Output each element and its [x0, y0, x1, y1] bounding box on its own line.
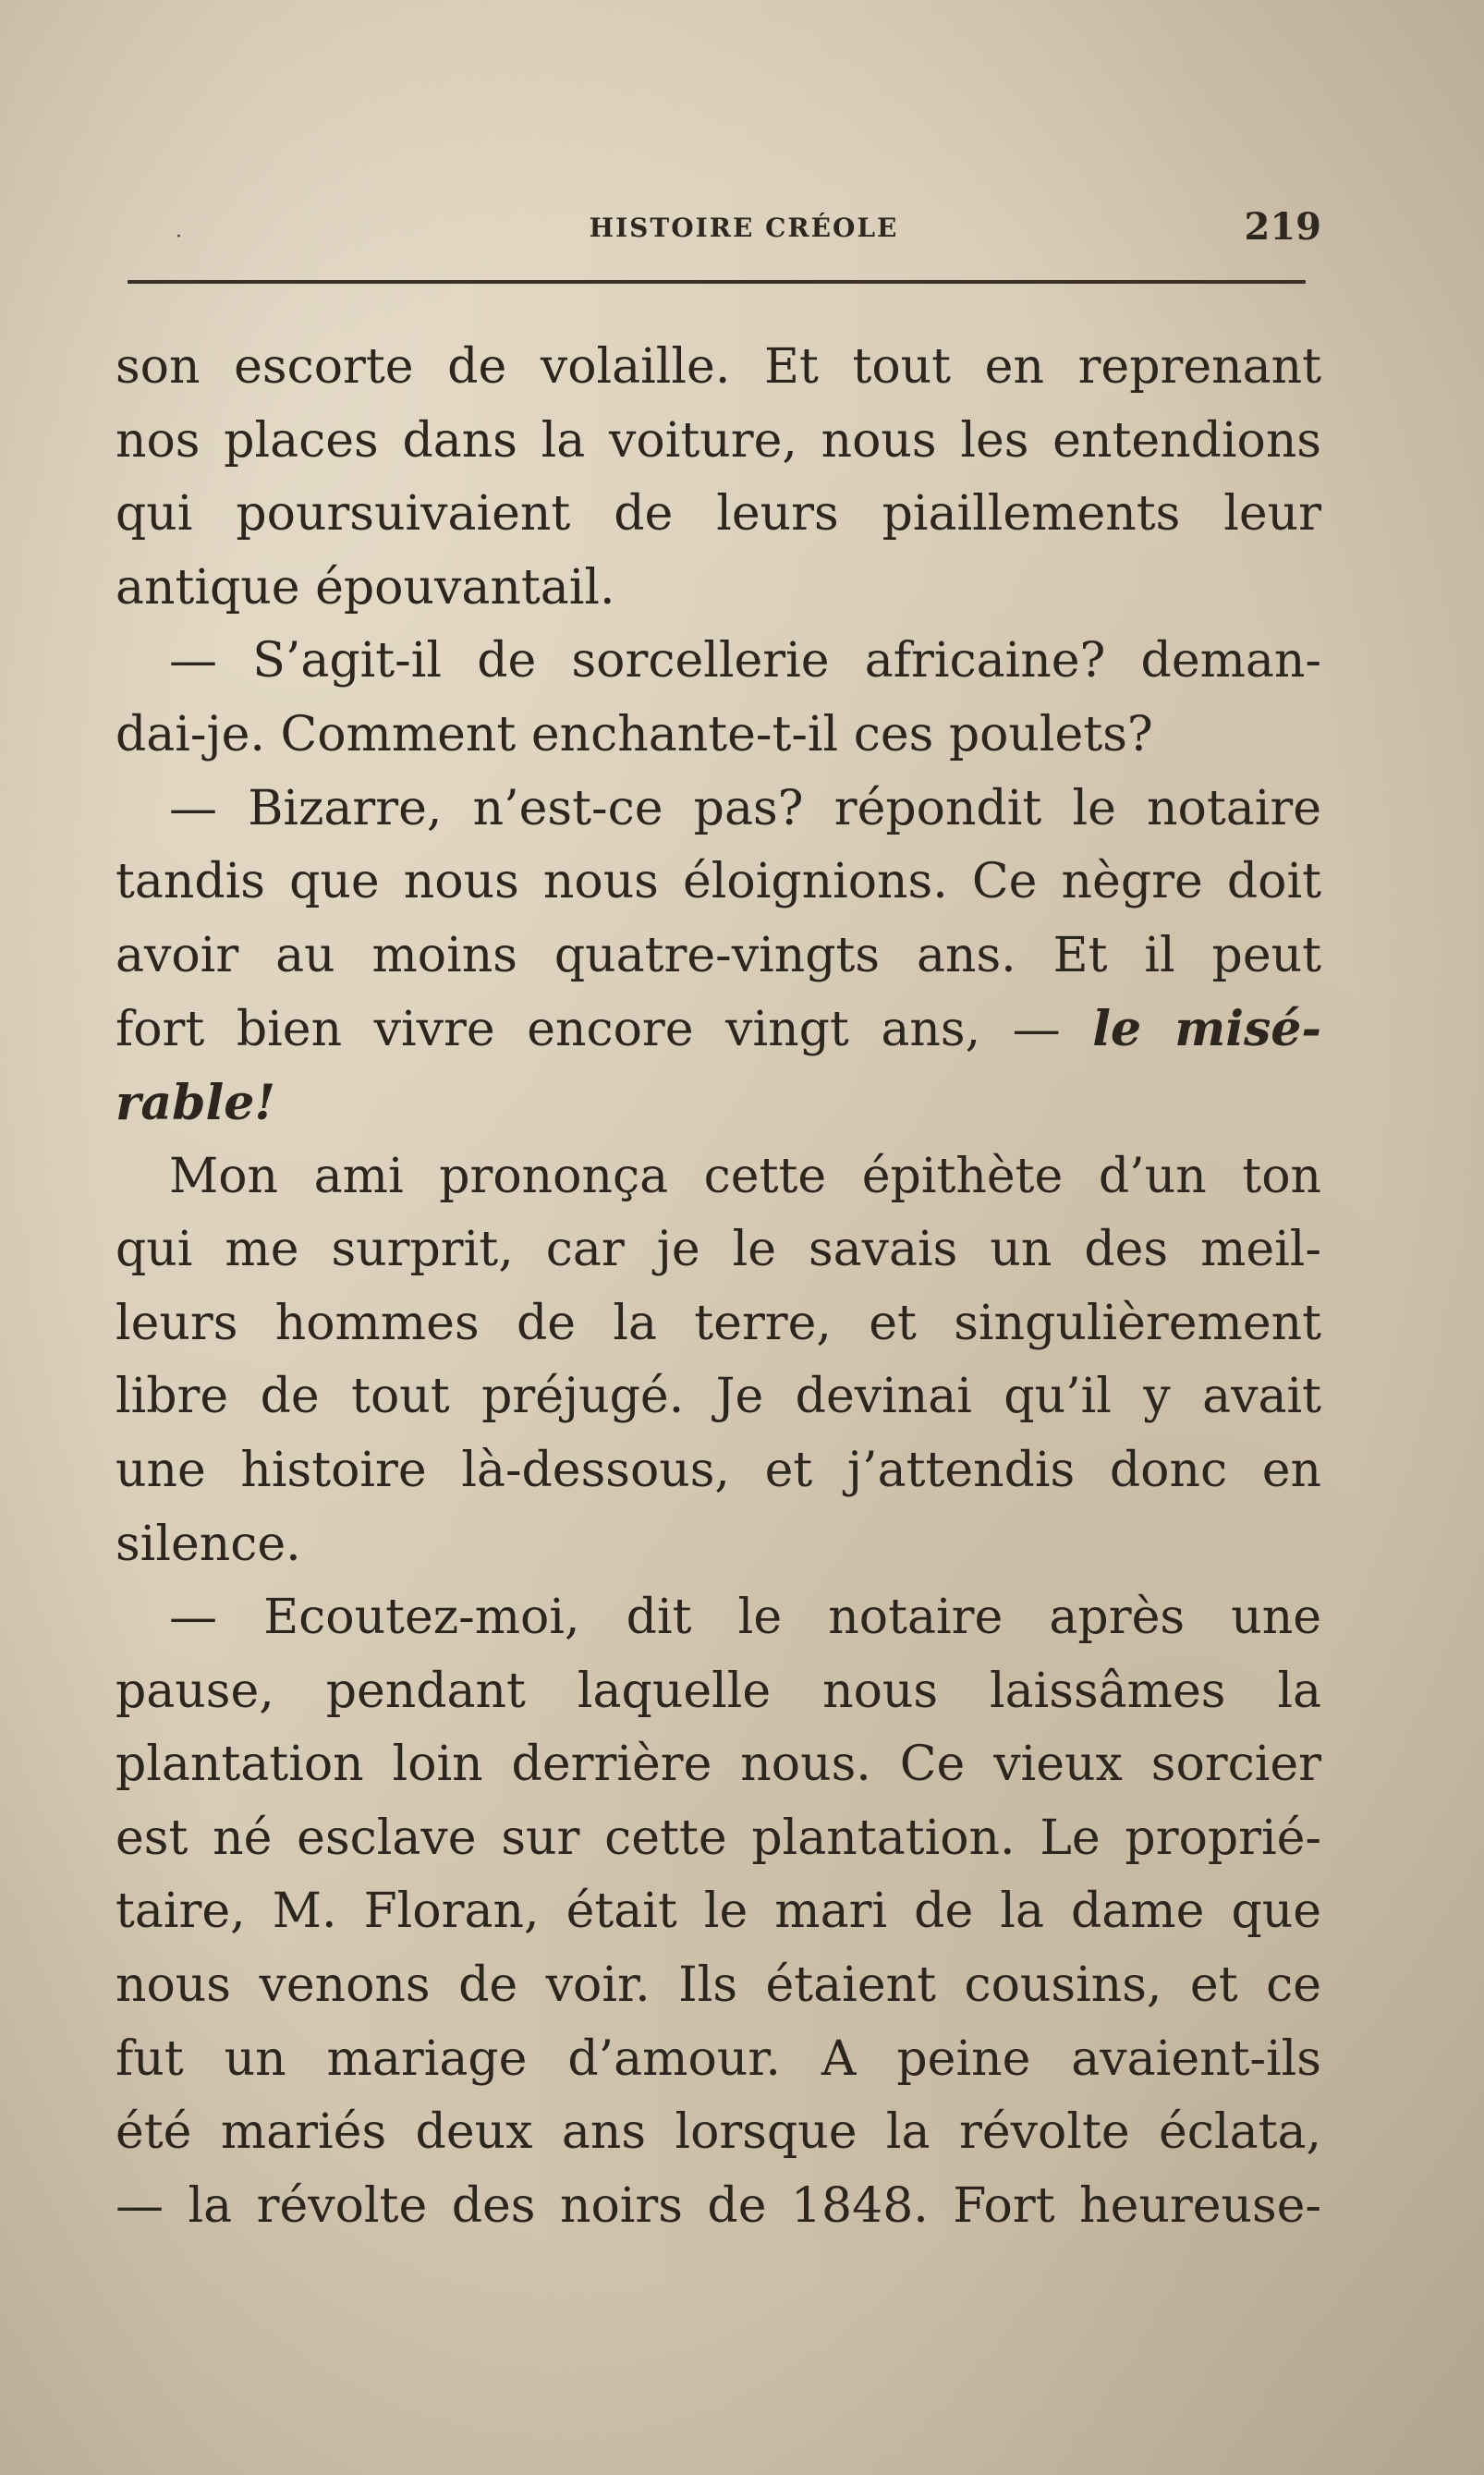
italic-text: le misé-: [1092, 1001, 1321, 1058]
running-title: HISTOIRE CRÉOLE: [589, 213, 899, 243]
text-line: une histoire là-dessous, et j’attendis donc en: [116, 1442, 1321, 1498]
body-text: [116, 331, 1321, 2243]
page-number: 219: [1244, 205, 1321, 249]
text-line-mixed: [116, 993, 1321, 1067]
text-line: libre de tout préjugé. Je devinai qu’il y avait: [116, 1369, 1321, 1425]
text-line: — la révolte des noirs de 1848. Fort heureuse-: [116, 2177, 1321, 2234]
text-line: Mon ami prononça cette épithète d’un ton: [169, 1148, 1321, 1204]
text-line: avoir au moins quatre-vingts ans. Et il peut: [116, 927, 1321, 983]
text-line-italic: rable!: [116, 1074, 276, 1131]
running-header: [166, 205, 1321, 255]
text-line: antique épouvantail.: [116, 559, 615, 616]
text-line: été mariés deux ans lorsque la révolte éclata,: [116, 2104, 1321, 2161]
text-line: son escorte de volaille. Et tout en reprenant: [116, 339, 1321, 395]
text-line: fut un mariage d’amour. A peine avaient-ils: [116, 2030, 1321, 2087]
text-line: pause, pendant laquelle nous laissâmes la: [116, 1663, 1321, 1719]
text-line: nous venons de voir. Ils étaient cousins, et ce: [116, 1957, 1321, 2014]
text-line: silence.: [116, 1516, 301, 1572]
text-line: est né esclave sur cette plantation. Le proprié-: [116, 1810, 1321, 1866]
text-line: qui me surprit, car je le savais un des meil-: [116, 1222, 1321, 1278]
text-line: — Bizarre, n’est-ce pas? répondit le notaire: [169, 780, 1321, 836]
text-line: — S’agit-il de sorcellerie africaine? deman-: [169, 633, 1321, 689]
text-line: dai-je. Comment enchante-t-il ces poulets?: [116, 706, 1153, 762]
text-segment: fort bien vivre encore vingt ans, —: [116, 1002, 1061, 1058]
text-line: plantation loin derrière nous. Ce vieux sorcier: [116, 1737, 1321, 1793]
text-line: taire, M. Floran, était le mari de la dame que: [116, 1884, 1321, 1940]
text-line: leurs hommes de la terre, et singulièrement: [116, 1295, 1321, 1351]
text-line: nos places dans la voiture, nous les entendions: [116, 412, 1321, 469]
header-rule: [128, 280, 1306, 284]
text-line: tandis que nous nous éloignions. Ce nègre doit: [116, 854, 1321, 910]
header-mark: ·: [176, 226, 182, 249]
text-line: — Ecoutez-moi, dit le notaire après une: [169, 1590, 1321, 1646]
text-line: qui poursuivaient de leurs piaillements leur: [116, 486, 1321, 543]
